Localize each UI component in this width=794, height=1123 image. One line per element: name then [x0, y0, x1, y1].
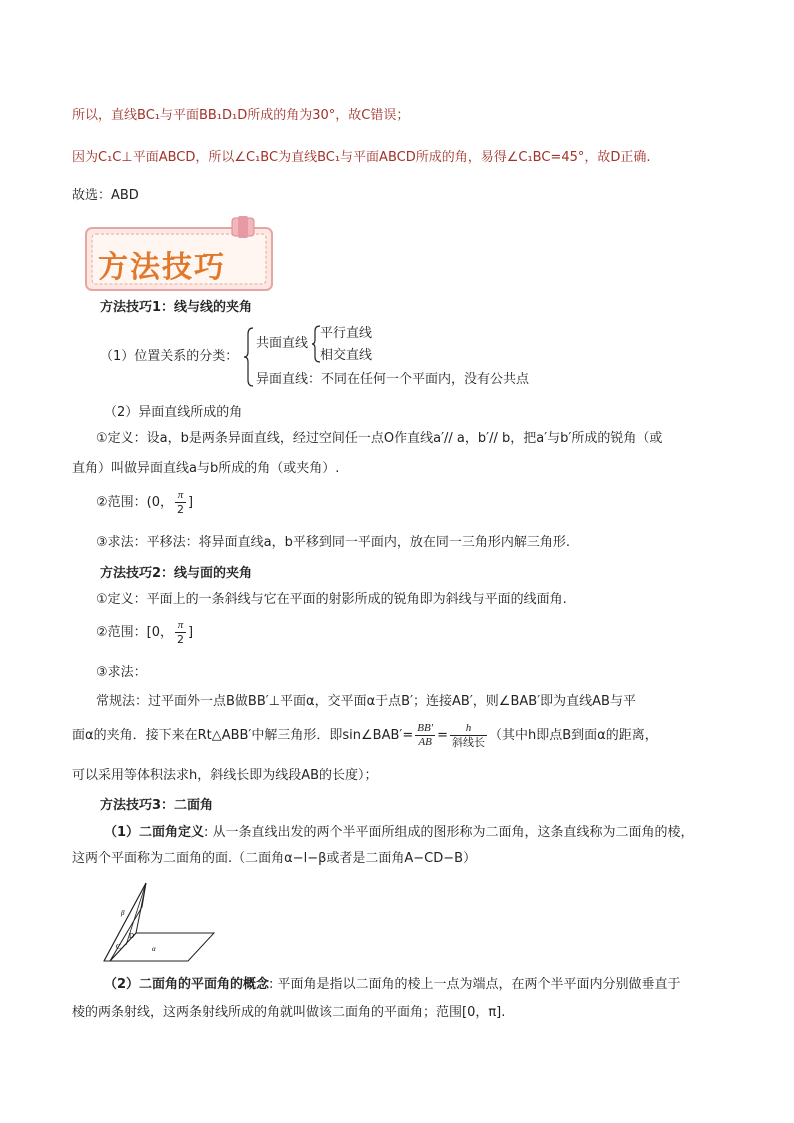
- parallel-label: 平行直线: [320, 326, 373, 341]
- tip1-heading: 方法技巧1：线与线的夹角: [100, 300, 253, 315]
- def2-label: （2）二面角的平面角的概念: [104, 977, 270, 992]
- frac-num: BB′: [417, 722, 434, 734]
- tip1-def-line1: ①定义：设a，b是两条异面直线，经过空间任一点O作直线a′// a，b′// b，把a′与b′所成的锐角（或: [96, 431, 663, 446]
- range-label: ②范围：[0，: [96, 625, 173, 640]
- frac-den: 斜线长: [452, 736, 485, 749]
- tip2-range: [96, 619, 193, 646]
- tip2-line3: 可以采用等体积法求h，斜线长即为线段AB的长度）；: [72, 768, 378, 783]
- tip2-def: ①定义：平面上的一条斜线与它在平面的射影所成的锐角即为斜线与平面的线面角.: [96, 592, 567, 607]
- tip2-line2: 面α的夹角．接下来在Rt△ABB′中解三角形．即sin∠BAB′= $\frac{BB'}{AB}$ = $\frac{h}{\text{斜线长}}$ （其中h即点B到面α的距离，: [72, 722, 658, 749]
- skew-label: 异面直线：不同在任何一个平面内，没有公共点: [256, 372, 530, 387]
- frac-num: h: [450, 722, 487, 736]
- height-over-length-fraction: [450, 722, 487, 749]
- pi-over-2-fraction: [175, 619, 186, 646]
- tip1-def-line2: 直角）叫做异面直线a与b所成的角（或夹角）.: [72, 461, 340, 476]
- range-end: ]: [188, 625, 194, 640]
- fig-label-c: C: [116, 943, 121, 951]
- fig-label-beta: β: [121, 909, 125, 917]
- range-end: ]: [188, 495, 194, 510]
- classify-label: （1）位置关系的分类：: [100, 349, 239, 364]
- tip3-heading: 方法技巧3：二面角: [100, 798, 214, 813]
- answer-line: 故选：ABD: [72, 188, 139, 203]
- frac-den: 2: [177, 503, 184, 516]
- ratio-fraction: [415, 722, 435, 749]
- outer-brace-icon: [243, 326, 255, 388]
- def1-text: : 从一条直线出发的两个半平面所组成的图形称为二面角，这条直线称为二面角的棱，: [204, 825, 694, 840]
- frac-den: AB: [418, 736, 432, 748]
- dihedral-angle-figure: [96, 875, 220, 967]
- def2-text: : 平面角是指以二面角的棱上一点为端点，在两个半平面内分别做垂直于: [269, 977, 681, 992]
- tip1-method: ③求法：平移法：将异面直线a，b平移到同一平面内，放在同一三角形内解三角形.: [96, 535, 571, 550]
- pi-over-2-fraction: [175, 489, 186, 516]
- tip3-def2: [104, 975, 681, 995]
- range-label: ②范围：(0，: [96, 495, 173, 510]
- banner-title: 方法技巧: [98, 250, 226, 285]
- tip2-heading: 方法技巧2：线与面的夹角: [100, 566, 253, 581]
- frac-num: π: [175, 619, 186, 633]
- frac-den: 2: [177, 633, 184, 646]
- coplanar-label: 共面直线: [256, 336, 309, 351]
- fig-label-d: D: [129, 932, 135, 940]
- tip2-method-label: ③求法：: [96, 665, 147, 680]
- def1-label: （1）二面角定义: [104, 825, 205, 840]
- tip2-line2-text: 面α的夹角．接下来在Rt△ABB′中解三角形．即sin∠BAB′=: [72, 728, 414, 743]
- method-banner: [82, 216, 278, 294]
- frac-num: π: [175, 489, 186, 503]
- tip3-def2-line2: 棱的两条射线，这两条射线所成的角就叫做该二面角的平面角；范围[0，π].: [72, 1005, 506, 1020]
- tip2-line2-tail: （其中h即点B到面α的距离，: [489, 728, 658, 743]
- tip1-sub2: （2）异面直线所成的角: [104, 405, 243, 420]
- conclusion-line-d: 因为C₁C⊥平面ABCD，所以∠C₁BC为直线BC₁与平面ABCD所成的角，易得∠C₁BC=45°，故D正确.: [72, 150, 651, 165]
- tip1-range: [96, 489, 193, 516]
- tip2-line1: 常规法：过平面外一点B做BB′⊥平面α，交平面α于点B′；连接AB′，则∠BAB′即为直线AB与平: [96, 694, 636, 709]
- fig-label-alpha: α: [152, 945, 156, 953]
- tip3-def1-line2: 这两个平面称为二面角的面.（二面角α−l−β或者是二面角A−CD−B）: [72, 851, 477, 866]
- intersect-label: 相交直线: [320, 348, 373, 363]
- tip3-def1: [104, 823, 694, 843]
- conclusion-line-c: 所以，直线BC₁与平面BB₁D₁D所成的角为30°，故C错误；: [72, 108, 410, 123]
